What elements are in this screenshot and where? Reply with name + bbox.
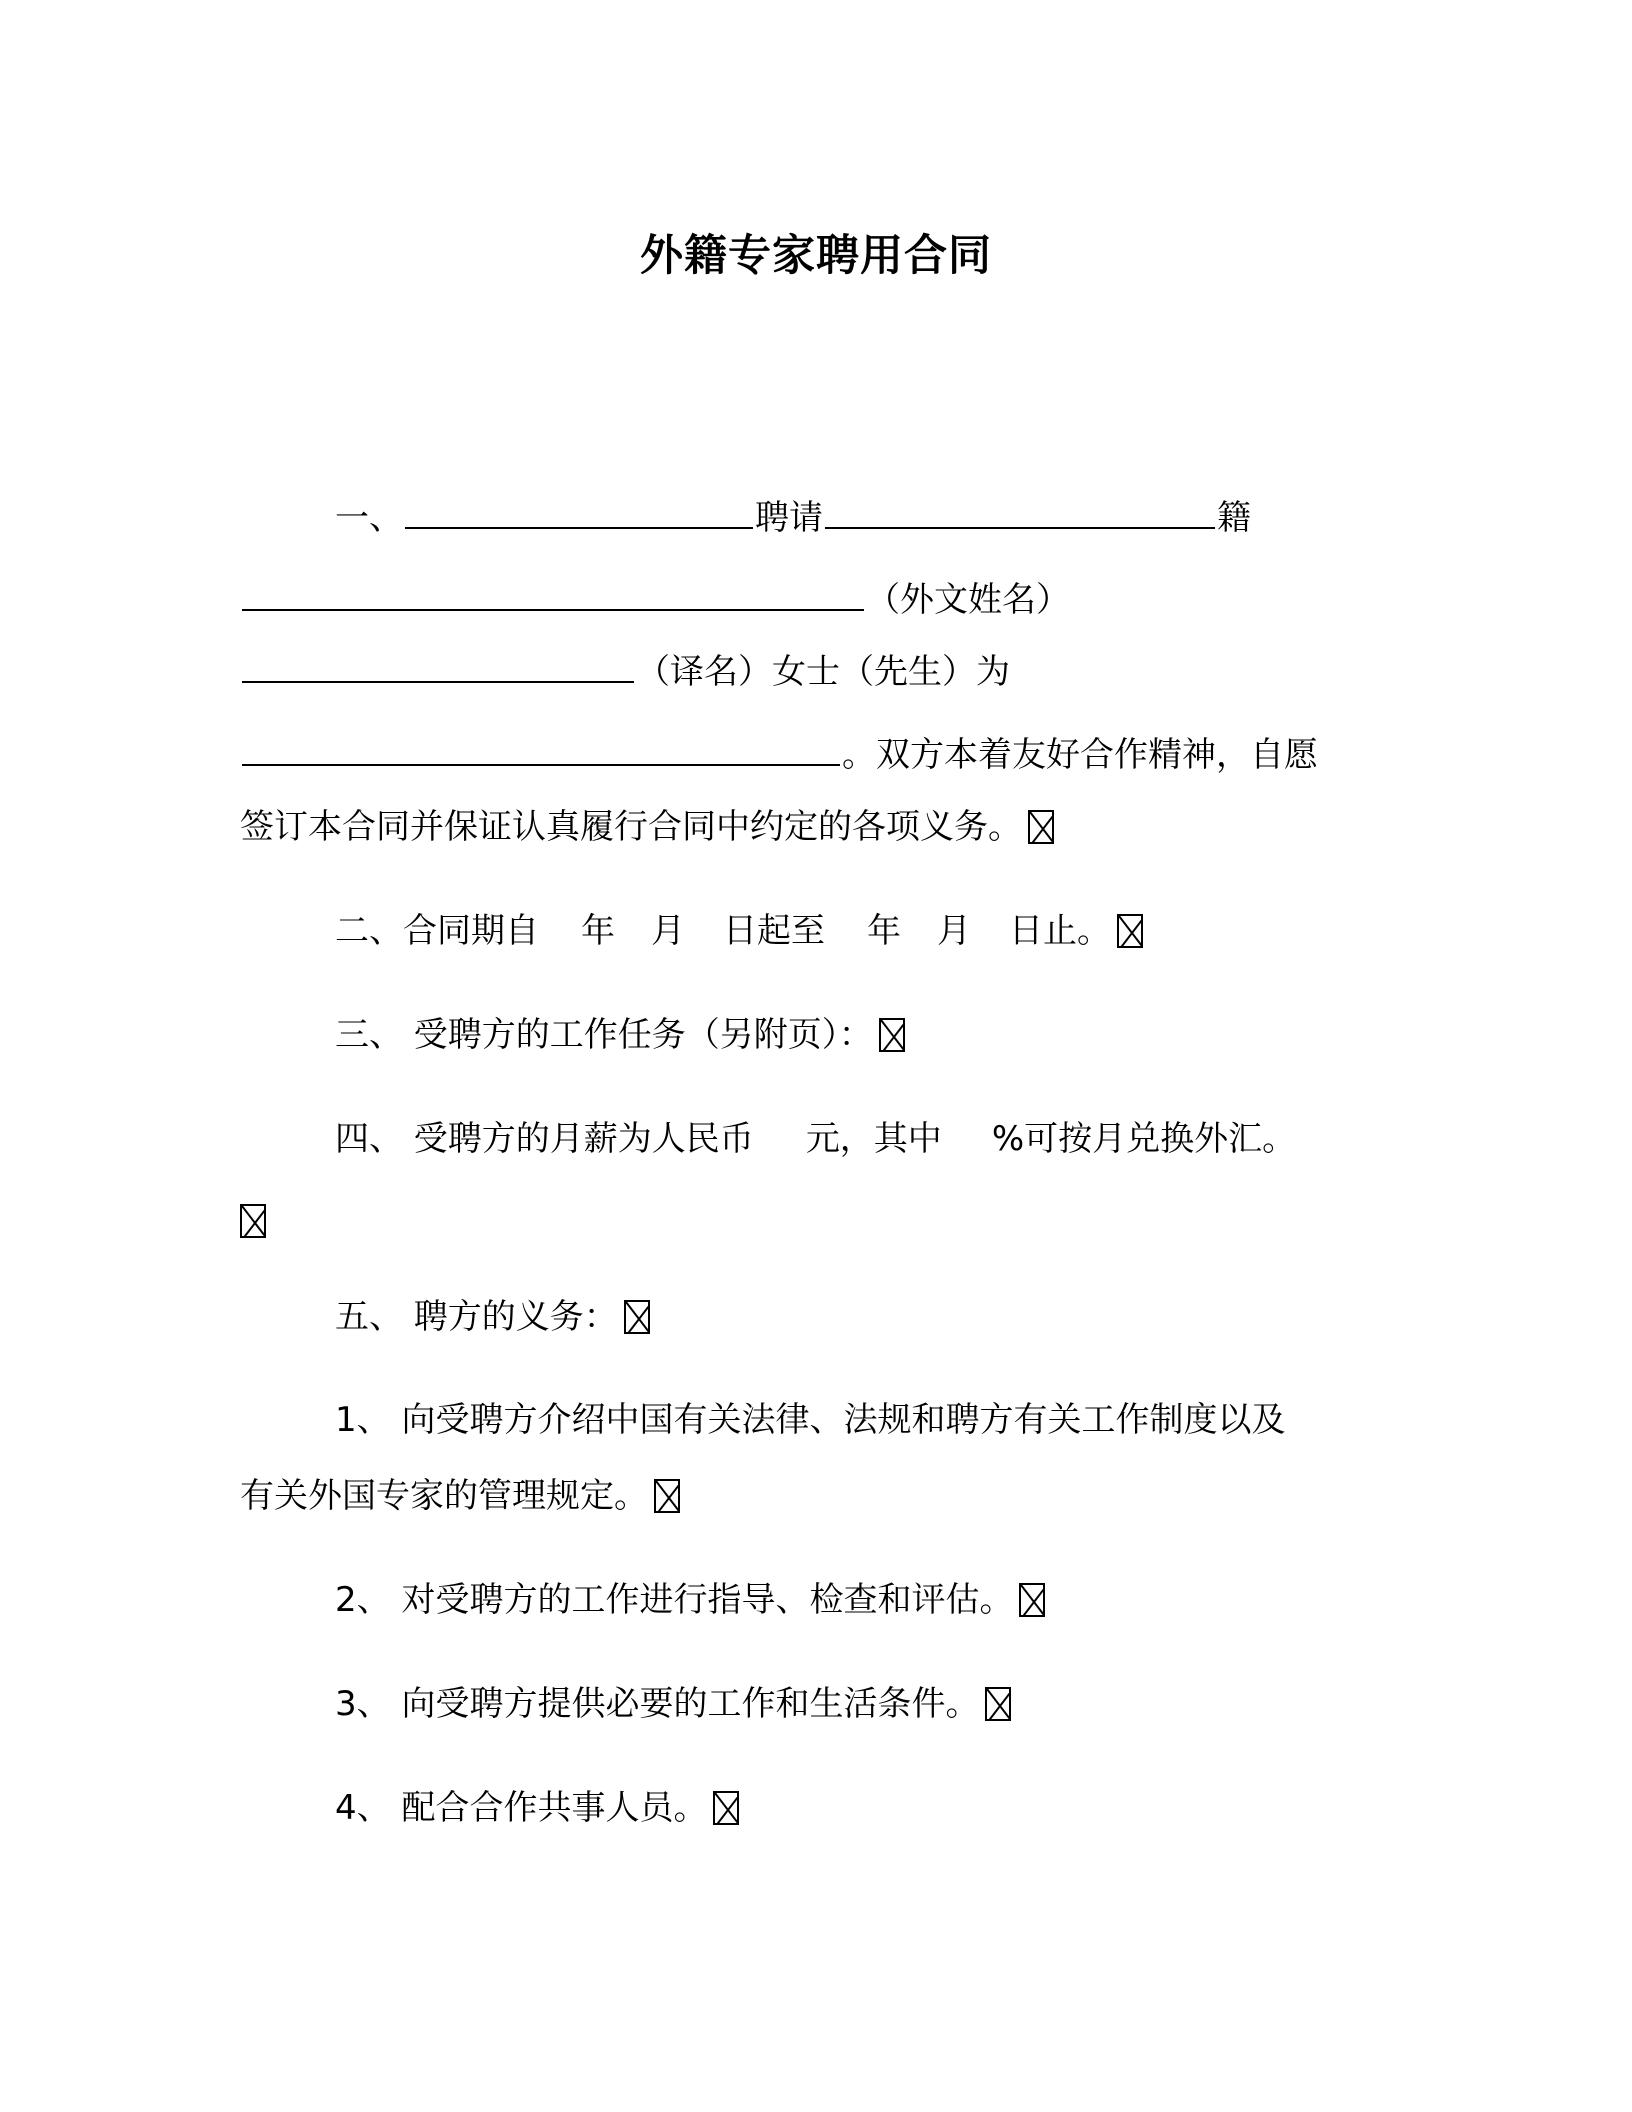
clause-5 bbox=[335, 1295, 650, 1339]
nationality-text: 籍 bbox=[1217, 498, 1251, 538]
start-month: 月 bbox=[651, 911, 685, 951]
end-year: 年 bbox=[867, 911, 901, 951]
document-title: 外籍专家聘用合同 bbox=[640, 231, 992, 281]
employer-blank bbox=[405, 497, 753, 529]
clause-2 bbox=[335, 909, 1143, 953]
end-month: 月 bbox=[937, 911, 971, 951]
translated-name-blank bbox=[242, 651, 634, 683]
clause-1-line-1 bbox=[335, 496, 1251, 540]
clause-1-line-4 bbox=[240, 733, 1318, 777]
missing-glyph-box bbox=[985, 1687, 1011, 1721]
clause-1-line-2 bbox=[240, 578, 1070, 622]
clause-1-line-5 bbox=[240, 805, 1054, 849]
clause-4-line-1 bbox=[335, 1117, 1296, 1161]
foreign-name-label: （外文姓名） bbox=[866, 580, 1070, 620]
missing-glyph-box bbox=[879, 1018, 905, 1052]
item-1-line-2 bbox=[240, 1474, 680, 1518]
clause-1-line-3 bbox=[240, 650, 1010, 694]
purpose-text: 。双方本着友好合作精神，自愿 bbox=[842, 735, 1318, 775]
item-1-text-2: 有关外国专家的管理规定。 bbox=[240, 1476, 648, 1516]
foreign-name-blank bbox=[242, 579, 864, 611]
start-year: 年 bbox=[581, 911, 615, 951]
nationality-blank bbox=[825, 497, 1215, 529]
clause-3 bbox=[335, 1013, 905, 1057]
item-2 bbox=[335, 1578, 1045, 1622]
missing-glyph-box bbox=[1019, 1583, 1045, 1617]
clause-4-line-2 bbox=[240, 1199, 266, 1243]
item-2-text: 2、 对受聘方的工作进行指导、检查和评估。 bbox=[335, 1580, 1014, 1620]
item-1-text-1: 1、 向受聘方介绍中国有关法律、法规和聘方有关工作制度以及 bbox=[335, 1400, 1286, 1440]
item-1-line-1 bbox=[335, 1398, 1285, 1442]
item-4-text: 4、 配合合作共事人员。 bbox=[335, 1788, 708, 1828]
clause-5-text: 五、 聘方的义务： bbox=[335, 1297, 618, 1337]
clause-4-prefix: 四、 受聘方的月薪为人民币 bbox=[335, 1119, 754, 1159]
item-4 bbox=[335, 1786, 739, 1830]
item-3-text: 3、 向受聘方提供必要的工作和生活条件。 bbox=[335, 1684, 980, 1724]
end-day: 日止。 bbox=[1009, 911, 1111, 951]
clause-4-yuan: 元，其中 bbox=[805, 1119, 942, 1159]
missing-glyph-box bbox=[240, 1204, 266, 1238]
missing-glyph-box bbox=[1028, 810, 1054, 844]
translated-name-label: （译名）女士（先生）为 bbox=[636, 652, 1010, 692]
hire-text: 聘请 bbox=[755, 498, 823, 538]
position-blank bbox=[242, 734, 840, 766]
clause-3-text: 三、 受聘方的工作任务（另附页）： bbox=[335, 1015, 873, 1055]
clause-4-rest: %可按月兑换外汇。 bbox=[991, 1119, 1297, 1159]
start-day: 日起至 bbox=[723, 911, 825, 951]
missing-glyph-box bbox=[654, 1479, 680, 1513]
missing-glyph-box bbox=[713, 1791, 739, 1825]
clause-1-prefix: 一、 bbox=[335, 498, 403, 538]
missing-glyph-box bbox=[624, 1300, 650, 1334]
missing-glyph-box bbox=[1117, 914, 1143, 948]
item-3 bbox=[335, 1682, 1011, 1726]
clause-2-prefix: 二、合同期自 bbox=[335, 911, 539, 951]
clause-1-continuation: 签订本合同并保证认真履行合同中约定的各项义务。 bbox=[240, 807, 1022, 847]
